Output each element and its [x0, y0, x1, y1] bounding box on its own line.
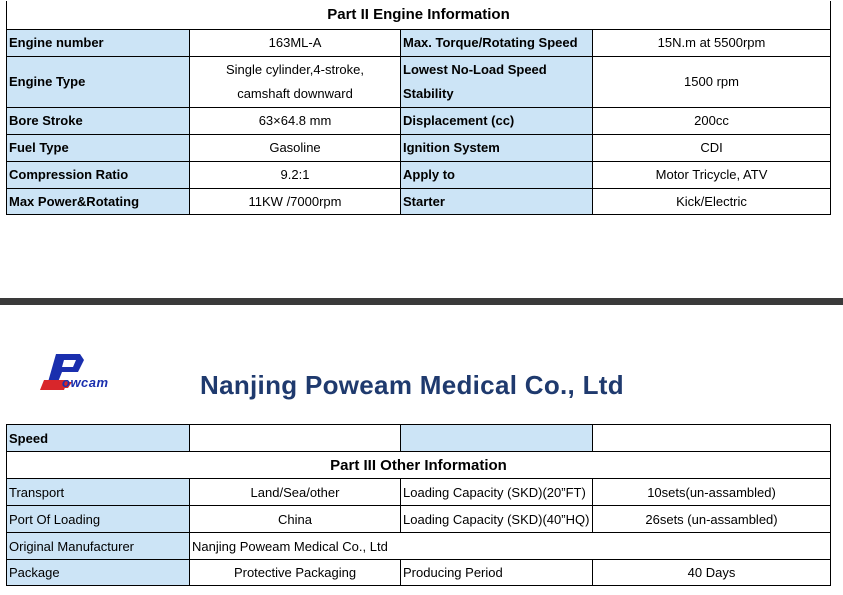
value-package: Protective Packaging: [190, 560, 401, 586]
value-original-manufacturer: Nanjing Poweam Medical Co., Ltd: [190, 533, 831, 560]
value-loading-20ft: 10sets(un-assambled): [593, 479, 831, 506]
logo-text: owcam: [62, 375, 109, 390]
value-engine-type: [190, 56, 401, 107]
value-displacement: 200cc: [593, 107, 831, 134]
label-empty: [401, 425, 593, 452]
part3-title: Part III Other Information: [7, 452, 831, 479]
value-port-of-loading: China: [190, 506, 401, 533]
table-row: [7, 560, 831, 586]
label-lowest-no-load-line2: Stability: [403, 85, 454, 101]
table-row: [7, 188, 831, 214]
table-row: [7, 506, 831, 533]
value-engine-type-line1: Single cylinder,4-stroke,: [225, 61, 364, 77]
label-transport: Transport: [7, 479, 190, 506]
label-displacement: Displacement (cc): [401, 107, 593, 134]
label-loading-40hq: Loading Capacity (SKD)(40”HQ): [401, 506, 593, 533]
label-lowest-no-load-line1: Lowest No-Load Speed: [403, 61, 547, 77]
page-divider: [0, 298, 843, 305]
label-original-manufacturer: Original Manufacturer: [7, 533, 190, 560]
value-engine-number: 163ML-A: [190, 29, 401, 56]
label-loading-20ft: Loading Capacity (SKD)(20”FT): [401, 479, 593, 506]
label-port-of-loading: Port Of Loading: [7, 506, 190, 533]
value-apply-to: Motor Tricycle, ATV: [593, 161, 831, 188]
table-row: [7, 533, 831, 560]
table-row: [7, 134, 831, 161]
value-lowest-no-load: 1500 rpm: [593, 56, 831, 107]
value-producing-period: 40 Days: [593, 560, 831, 586]
value-starter: Kick/Electric: [593, 188, 831, 214]
label-ignition: Ignition System: [401, 134, 593, 161]
other-info-table: [6, 424, 831, 586]
label-engine-number: Engine number: [7, 29, 190, 56]
value-speed-empty: [190, 425, 401, 452]
label-speed: Speed: [7, 425, 190, 452]
label-lowest-no-load: [401, 56, 593, 107]
label-apply-to: Apply to: [401, 161, 593, 188]
label-package: Package: [7, 560, 190, 586]
part2-title: Part II Engine Information: [7, 1, 831, 29]
label-max-power: Max Power&Rotating: [7, 188, 190, 214]
value-compression: 9.2:1: [190, 161, 401, 188]
value-loading-40hq: 26sets (un-assambled): [593, 506, 831, 533]
value-transport: Land/Sea/other: [190, 479, 401, 506]
table-row: [7, 29, 831, 56]
label-fuel-type: Fuel Type: [7, 134, 190, 161]
label-max-torque: Max. Torque/Rotating Speed: [401, 29, 593, 56]
table-row: [7, 479, 831, 506]
value-max-torque: 15N.m at 5500rpm: [593, 29, 831, 56]
value-empty: [593, 425, 831, 452]
value-fuel-type: Gasoline: [190, 134, 401, 161]
value-max-power: 11KW /7000rpm: [190, 188, 401, 214]
value-ignition: CDI: [593, 134, 831, 161]
table-row: [7, 161, 831, 188]
label-bore-stroke: Bore Stroke: [7, 107, 190, 134]
table-row: [7, 425, 831, 452]
table-row: [7, 56, 831, 107]
label-starter: Starter: [401, 188, 593, 214]
company-name: Nanjing Poweam Medical Co., Ltd: [200, 370, 624, 400]
label-compression: Compression Ratio: [7, 161, 190, 188]
label-producing-period: Producing Period: [401, 560, 593, 586]
value-engine-type-line2: camshaft downward: [237, 85, 353, 101]
table-row: [7, 107, 831, 134]
value-bore-stroke: 63×64.8 mm: [190, 107, 401, 134]
engine-info-table: [6, 1, 831, 215]
label-engine-type: Engine Type: [7, 56, 190, 107]
